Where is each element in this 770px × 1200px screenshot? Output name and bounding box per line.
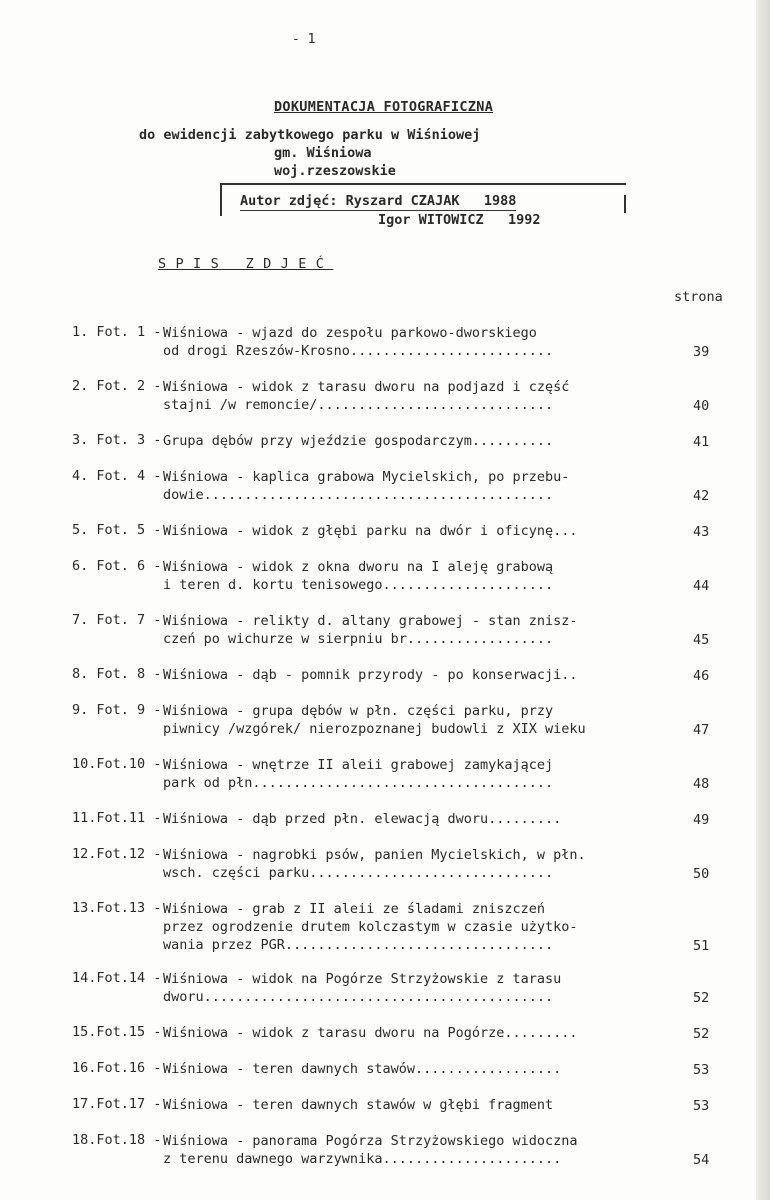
photo-number: 11.Fot.11 - bbox=[72, 810, 162, 826]
description-line: Wiśniowa - relikty d. altany grabowej - stan znisz- bbox=[163, 613, 578, 629]
photo-description bbox=[163, 1024, 655, 1042]
description-line: Wiśniowa - widok z okna dworu na I aleję grabową bbox=[163, 559, 554, 575]
description-line: Wiśniowa - nagrobki psów, panien Mycielskich, w płn. bbox=[163, 847, 586, 863]
photo-number: 10.Fot.10 - bbox=[72, 756, 162, 772]
page-reference: 45 bbox=[693, 632, 710, 648]
description-line: Wiśniowa - dąb przed płn. elewacją dworu......... bbox=[163, 811, 562, 827]
photo-description bbox=[163, 432, 655, 450]
page-reference: 53 bbox=[693, 1062, 710, 1078]
photo-number: 12.Fot.12 - bbox=[72, 846, 162, 862]
contents-heading: SPIS ZDJEĆ bbox=[158, 256, 334, 272]
description-line: wania przez PGR................................. bbox=[163, 937, 554, 953]
description-line: czeń po wichurze w sierpniu br.................. bbox=[163, 631, 554, 647]
description-line: od drogi Rzeszów-Krosno......................... bbox=[163, 343, 554, 359]
frame-bar bbox=[624, 195, 626, 213]
description-line: Wiśniowa - widok z tarasu dworu na Pogórze......... bbox=[163, 1025, 578, 1041]
photo-number: 13.Fot.13 - bbox=[72, 900, 162, 916]
photo-number: 4. Fot. 4 - bbox=[72, 468, 162, 484]
photo-description bbox=[163, 900, 655, 954]
description-line: i teren d. kortu tenisowego..................... bbox=[163, 577, 554, 593]
photo-description bbox=[163, 810, 655, 828]
page-reference: 42 bbox=[693, 488, 710, 504]
page-reference: 40 bbox=[693, 398, 710, 414]
photo-number: 15.Fot.15 - bbox=[72, 1024, 162, 1040]
description-line: stajni /w remoncie/............................. bbox=[163, 397, 554, 413]
description-line: Wiśniowa - grab z II aleii ze śladami zniszczeń bbox=[163, 901, 546, 917]
description-line: park od płn..................................... bbox=[163, 775, 554, 791]
description-line: dowie........................................... bbox=[163, 487, 554, 503]
page-reference: 52 bbox=[693, 1026, 710, 1042]
photo-number: 18.Fot.18 - bbox=[72, 1132, 162, 1148]
description-line: Wiśniowa - grupa dębów w płn. części parku, przy bbox=[163, 703, 554, 719]
description-line: dworu........................................... bbox=[163, 989, 554, 1005]
description-line: Wiśniowa - wnętrze II aleii grabowej zamykającej bbox=[163, 757, 554, 773]
page-reference: 51 bbox=[693, 938, 710, 954]
photo-number: 16.Fot.16 - bbox=[72, 1060, 162, 1076]
author-line: Autor zdjęć: Ryszard CZAJAK 1988 bbox=[240, 193, 517, 209]
photo-number: 2. Fot. 2 - bbox=[72, 378, 162, 394]
photo-number: 14.Fot.14 - bbox=[72, 970, 162, 986]
page-column-label: strona bbox=[674, 289, 723, 305]
page-reference: 41 bbox=[693, 434, 710, 450]
photo-number: 5. Fot. 5 - bbox=[72, 522, 162, 538]
photo-description bbox=[163, 612, 655, 648]
photo-description bbox=[163, 1096, 655, 1114]
photo-description bbox=[163, 558, 655, 594]
photo-description bbox=[163, 1132, 655, 1168]
page-reference: 47 bbox=[693, 722, 710, 738]
page-reference: 39 bbox=[693, 344, 710, 360]
description-line: Wiśniowa - widok na Pogórze Strzyżowskie z tarasu bbox=[163, 971, 562, 987]
description-line: Wiśniowa - teren dawnych stawów w głębi fragment bbox=[163, 1097, 554, 1113]
photo-description bbox=[163, 468, 655, 504]
description-line: wsch. części parku.............................. bbox=[163, 865, 554, 881]
description-line: z terenu dawnego warzywnika...................... bbox=[163, 1151, 562, 1167]
photo-description bbox=[163, 970, 655, 1006]
page-reference: 46 bbox=[693, 668, 710, 684]
description-line: piwnicy /wzgórek/ nierozpoznanej budowli z XIX wieku bbox=[163, 721, 586, 737]
description-line: Wiśniowa - teren dawnych stawów.................. bbox=[163, 1061, 562, 1077]
page-reference: 43 bbox=[693, 524, 710, 540]
subtitle-line: woj.rzeszowskie bbox=[274, 163, 396, 179]
photo-description bbox=[163, 666, 655, 684]
photo-number: 3. Fot. 3 - bbox=[72, 432, 162, 448]
photo-description bbox=[163, 1060, 655, 1078]
photo-number: 8. Fot. 8 - bbox=[72, 666, 162, 682]
description-line: Wiśniowa - wjazd do zespołu parkowo-dworskiego bbox=[163, 325, 537, 341]
description-line: Grupa dębów przy wjeździe gospodarczym.......... bbox=[163, 433, 554, 449]
description-line: Wiśniowa - widok z głębi parku na dwór i oficynę... bbox=[163, 523, 578, 539]
page-reference: 53 bbox=[693, 1098, 710, 1114]
description-line: Wiśniowa - panorama Pogórza Strzyżowskiego widoczna bbox=[163, 1133, 578, 1149]
photo-description bbox=[163, 702, 655, 738]
description-line: przez ogrodzenie drutem kolczastym w czasie użytko- bbox=[163, 919, 578, 935]
photo-number: 17.Fot.17 - bbox=[72, 1096, 162, 1112]
page-reference: 49 bbox=[693, 812, 710, 828]
photo-number: 6. Fot. 6 - bbox=[72, 558, 162, 574]
page-reference: 52 bbox=[693, 990, 710, 1006]
description-line: Wiśniowa - widok z tarasu dworu na podjazd i część bbox=[163, 379, 570, 395]
document-title: DOKUMENTACJA FOTOGRAFICZNA bbox=[274, 99, 494, 115]
page-reference: 54 bbox=[693, 1152, 710, 1168]
page-reference: 50 bbox=[693, 866, 710, 882]
photo-description bbox=[163, 378, 655, 414]
subtitle-line: do ewidencji zabytkowego parku w Wiśniowej bbox=[139, 127, 481, 143]
photo-description bbox=[163, 756, 655, 792]
photo-description bbox=[163, 324, 655, 360]
photo-number: 1. Fot. 1 - bbox=[72, 324, 162, 340]
description-line: Wiśniowa - dąb - pomnik przyrody - po konserwacji.. bbox=[163, 667, 578, 683]
page-reference: 44 bbox=[693, 578, 710, 594]
photo-description bbox=[163, 522, 655, 540]
subtitle-line: gm. Wiśniowa bbox=[274, 145, 372, 161]
description-line: Wiśniowa - kaplica grabowa Mycielskich, po przebu- bbox=[163, 469, 570, 485]
page-reference: 48 bbox=[693, 776, 710, 792]
author-line: Igor WITOWICZ 1992 bbox=[378, 212, 541, 228]
photo-description bbox=[163, 846, 655, 882]
photo-number: 9. Fot. 9 - bbox=[72, 702, 162, 718]
photo-number: 7. Fot. 7 - bbox=[72, 612, 162, 628]
page-number: - 1 bbox=[292, 32, 316, 47]
page-edge bbox=[756, 0, 770, 1200]
